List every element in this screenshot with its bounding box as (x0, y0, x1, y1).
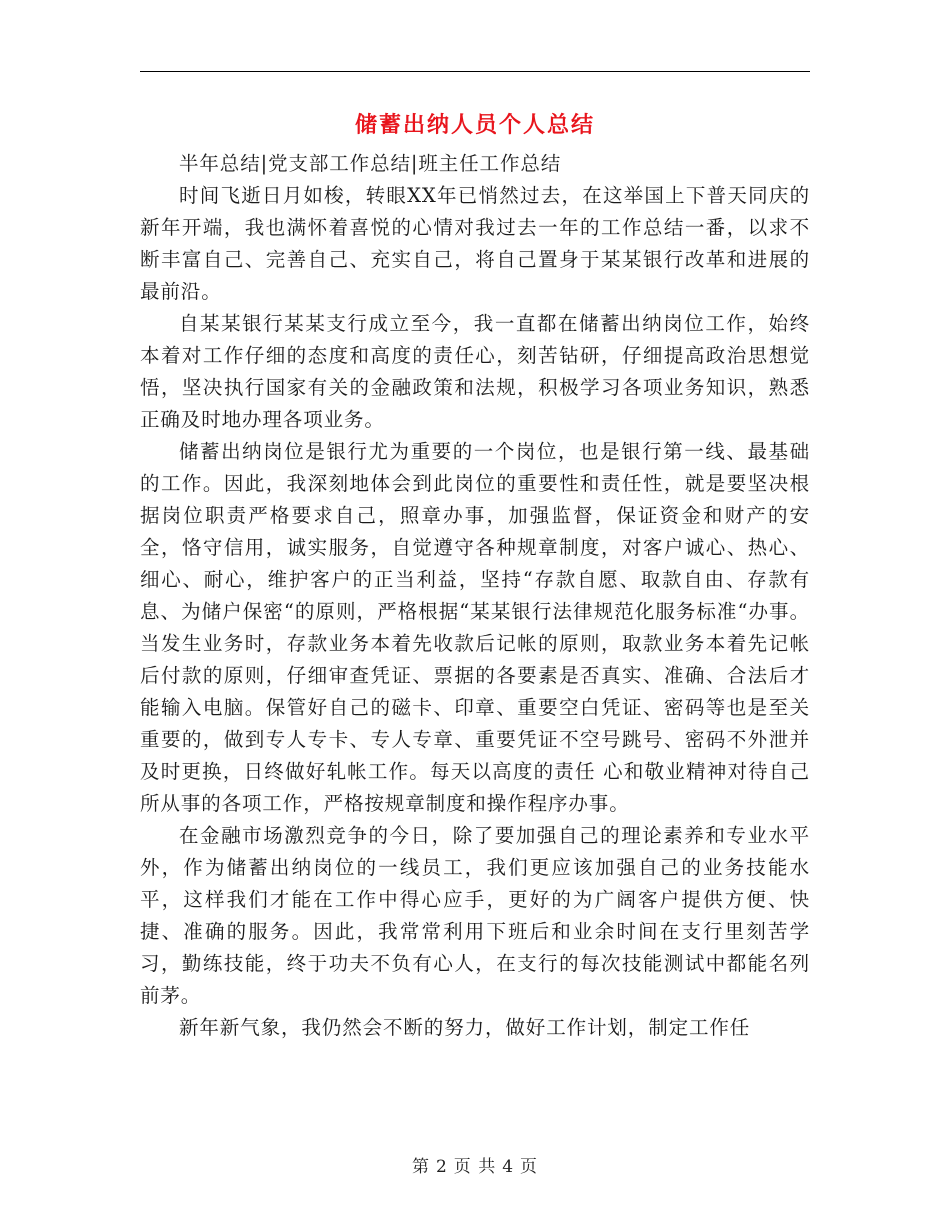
footer-suffix: 页 (520, 1157, 539, 1177)
paragraph-5: 新年新气象，我仍然会不断的努力，做好工作计划，制定工作任 (179, 1016, 751, 1039)
paragraph-4: 在金融市场激烈竞争的今日，除了要加强自己的理论素养和专业水平外，作为储蓄出纳岗位的一线员工，我们更应该加强自己的业务技能水平，这样我们才能在工作中得心应手，更好的为广阔客户提供方便、快捷、准确的服务。因此，我常常利用下班后和业余时间在支行里刻苦学习，勤练技能，终于功夫不负有心人，在支行的每次技能测试中都能名列前茅。 (140, 824, 810, 1007)
page-footer (0, 1152, 950, 1177)
document-body (140, 148, 810, 1044)
footer-page-number: 2 (435, 1157, 448, 1177)
document-title: 储蓄出纳人员个人总结 (354, 112, 595, 138)
footer-mid: 页 共 (453, 1157, 497, 1177)
tag-line: 半年总结|党支部工作总结|班主任工作总结 (179, 152, 562, 175)
paragraph-3: 储蓄出纳岗位是银行尤为重要的一个岗位，也是银行第一线、最基础的工作。因此，我深刻地体会到此岗位的重要性和责任性，就是要坚决根据岗位职责严格要求自己，照章办事，加强监督，保证资金和财产的安全，恪守信用，诚实服务，自觉遵守各种规章制度，对客户诚心、热心、细心、耐心，维护客户的正当利益，坚持“存款自愿、取款自由、存款有息、为储户保密“的原则，严格根据“某某银行法律规范化服务标准“办事。当发生业务时，存款业务本着先收款后记帐的原则，取款业务本着先记帐后付款的原则，仔细审查凭证、票据的各要素是否真实、准确、合法后才能输入电脑。保管好自己的磁卡、印章、重要空白凭证、密码等也是至关重要的，做到专人专卡、专人专章、重要凭证不空号跳号、密码不外泄并及时更换，日终做好轧帐工作。每天以高度的责任 心和敬业精神对待自己所从事的各项工作，严格按规章制度和操作程序办事。 (140, 440, 810, 815)
header-rule (140, 71, 810, 72)
paragraph-2: 自某某银行某某支行成立至今，我一直都在储蓄出纳岗位工作，始终本着对工作仔细的态度和高度的责任心，刻苦钻研，仔细提高政治思想觉悟，坚决执行国家有关的金融政策和法规，积极学习各项业务知识，熟悉正确及时地办理各项业务。 (140, 312, 810, 431)
footer-total-pages: 4 (502, 1157, 515, 1177)
footer-prefix: 第 (411, 1157, 430, 1177)
paragraph-1: 时间飞逝日月如梭，转眼XX年已悄然过去，在这举国上下普天同庆的新年开端，我也满怀着喜悦的心情对我过去一年的工作总结一番，以求不断丰富自己、完善自己、充实自己，将自己置身于某某银行改革和进展的最前沿。 (140, 184, 810, 303)
